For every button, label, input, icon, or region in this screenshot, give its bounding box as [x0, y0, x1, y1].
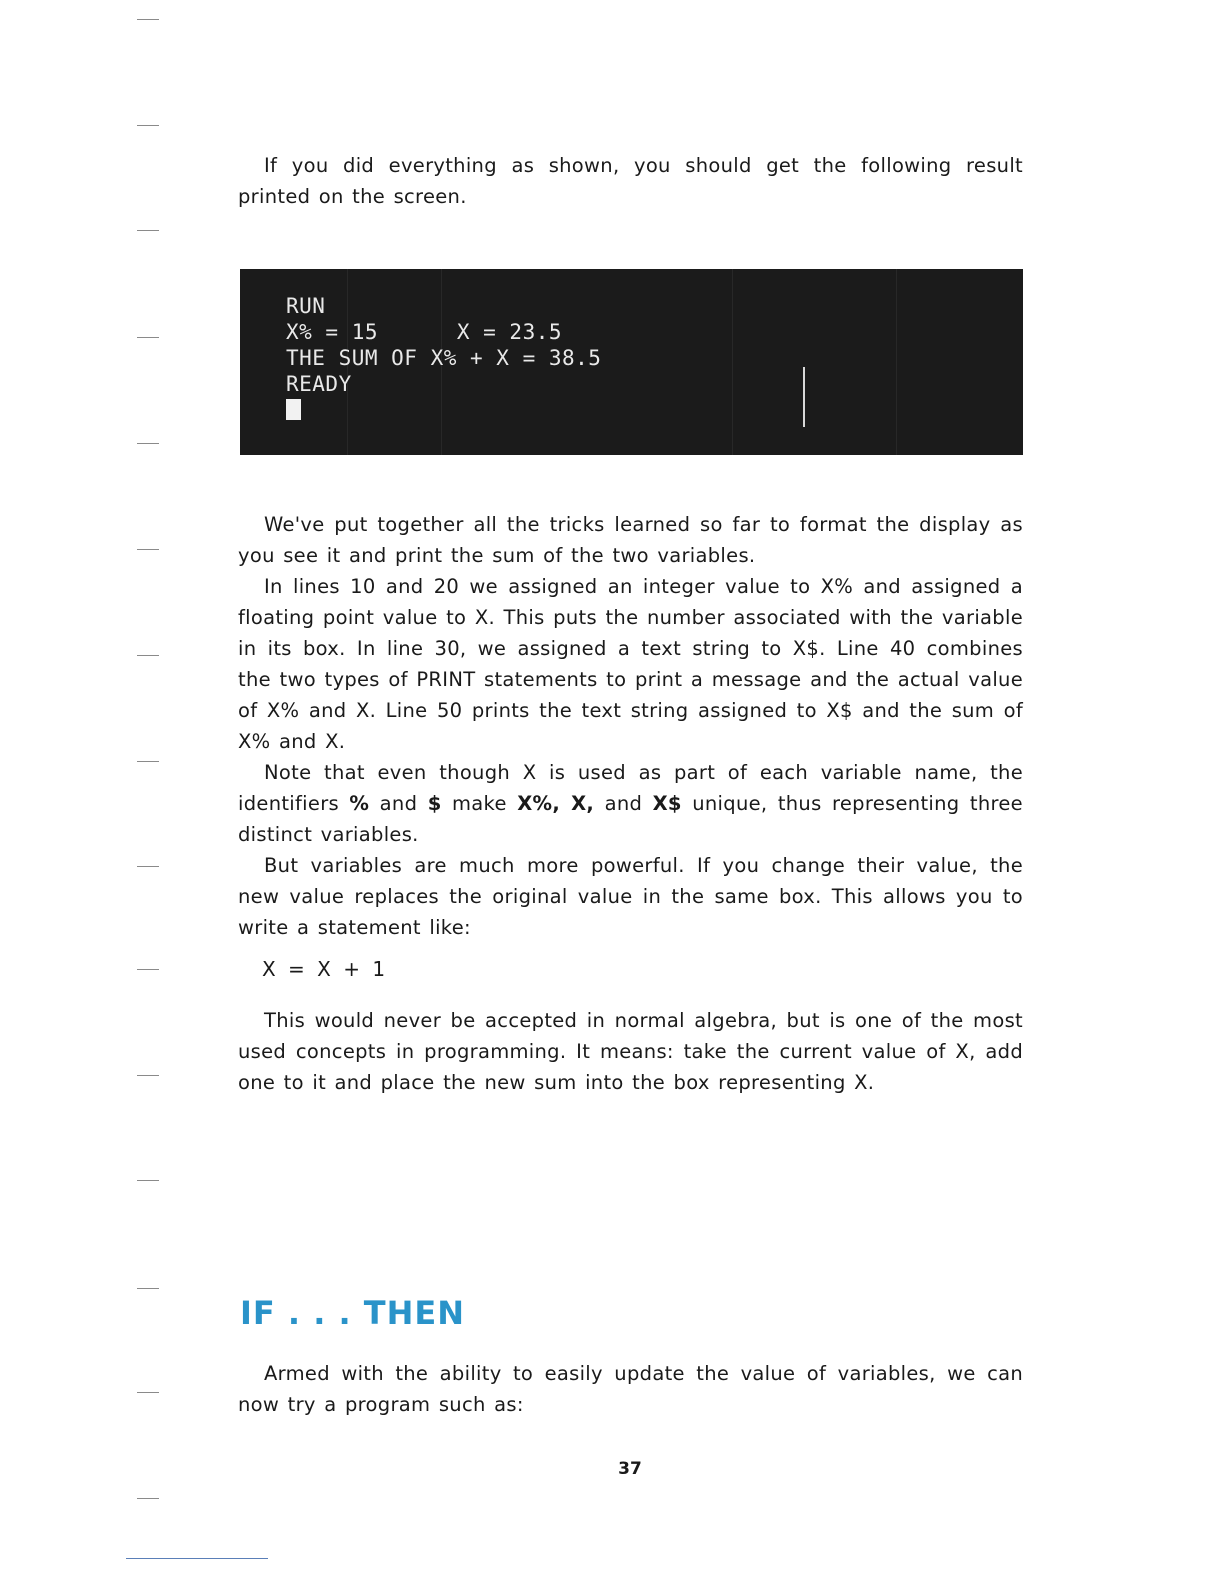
- screen-line: X% = 15 X = 23.5: [286, 320, 563, 344]
- paragraph-text: Note that even though X is used as part of each variable name, the identifiers: [238, 761, 1023, 815]
- body-paragraph-2: [238, 571, 1023, 757]
- paragraph-text: and: [369, 792, 428, 815]
- margin-tick: [137, 125, 159, 126]
- bold-symbol: %: [349, 792, 370, 815]
- body-paragraph-3: [238, 757, 1023, 850]
- paragraph-text: But variables are much more powerful. If you change their value, the new value replaces the original value in the same box. This allows you to write a statement like:: [238, 854, 1023, 939]
- paragraph-text: Armed with the ability to easily update the value of variables, we can now try a program such as:: [238, 1362, 1023, 1416]
- margin-tick: [137, 655, 159, 656]
- intro-text: If you did everything as shown, you should get the following result printed on the screen.: [238, 154, 1023, 208]
- margin-tick: [137, 230, 159, 231]
- bottom-rule: [126, 1558, 268, 1559]
- paragraph-text: We've put together all the tricks learned so far to format the display as you see it and print the sum of the two variables.: [238, 513, 1023, 567]
- paragraph-text: make: [441, 792, 518, 815]
- margin-tick: [137, 761, 159, 762]
- margin-tick: [137, 1075, 159, 1076]
- margin-tick: [137, 1180, 159, 1181]
- margin-tick: [137, 1392, 159, 1393]
- margin-tick: [137, 866, 159, 867]
- margin-tick: [137, 969, 159, 970]
- margin-tick: [137, 19, 159, 20]
- margin-tick: [137, 1498, 159, 1499]
- paragraph-text: unique, thus representing three distinct variables.: [238, 792, 1023, 846]
- margin-tick: [137, 1288, 159, 1289]
- body-paragraph-5: [238, 1005, 1023, 1098]
- paragraph-text: In lines 10 and 20 we assigned an integer value to X% and assigned a floating point value to X. This puts the number associated with the variable in its box. In line 30, we assigned a text string to X$. Line 40 combines the two types of PRINT statements to print a message and the actual value of X% and X. Line 50 prints the text string assigned to X$ and the sum of X% and X.: [238, 575, 1023, 753]
- bold-symbol: $: [427, 792, 442, 815]
- screen-artifact-bar: [803, 367, 805, 427]
- page-number: 37: [618, 1459, 642, 1479]
- screen-output: [240, 269, 1023, 455]
- intro-paragraph: [238, 150, 1023, 212]
- margin-tick: [137, 549, 159, 550]
- section-paragraph: [238, 1358, 1023, 1420]
- section-heading: IF . . . THEN: [240, 1294, 466, 1332]
- screen-text: [286, 293, 601, 423]
- bold-variable-name: X$: [652, 792, 682, 815]
- margin-tick: [137, 337, 159, 338]
- screen-line: RUN: [286, 294, 326, 318]
- screen-line: THE SUM OF X% + X = 38.5: [286, 346, 602, 370]
- paragraph-text: This would never be accepted in normal algebra, but is one of the most used concepts in programming. It means: take the current value of X, add one to it and place the new sum into the box representing X.: [238, 1009, 1023, 1094]
- code-example: X = X + 1: [262, 957, 387, 981]
- screen-line: READY: [286, 372, 352, 396]
- margin-tick: [137, 443, 159, 444]
- body-paragraph-1: [238, 509, 1023, 571]
- paragraph-text: and: [594, 792, 653, 815]
- cursor-block-icon: [286, 399, 301, 420]
- bold-variable-names: X%, X,: [517, 792, 595, 815]
- body-paragraph-4: [238, 850, 1023, 943]
